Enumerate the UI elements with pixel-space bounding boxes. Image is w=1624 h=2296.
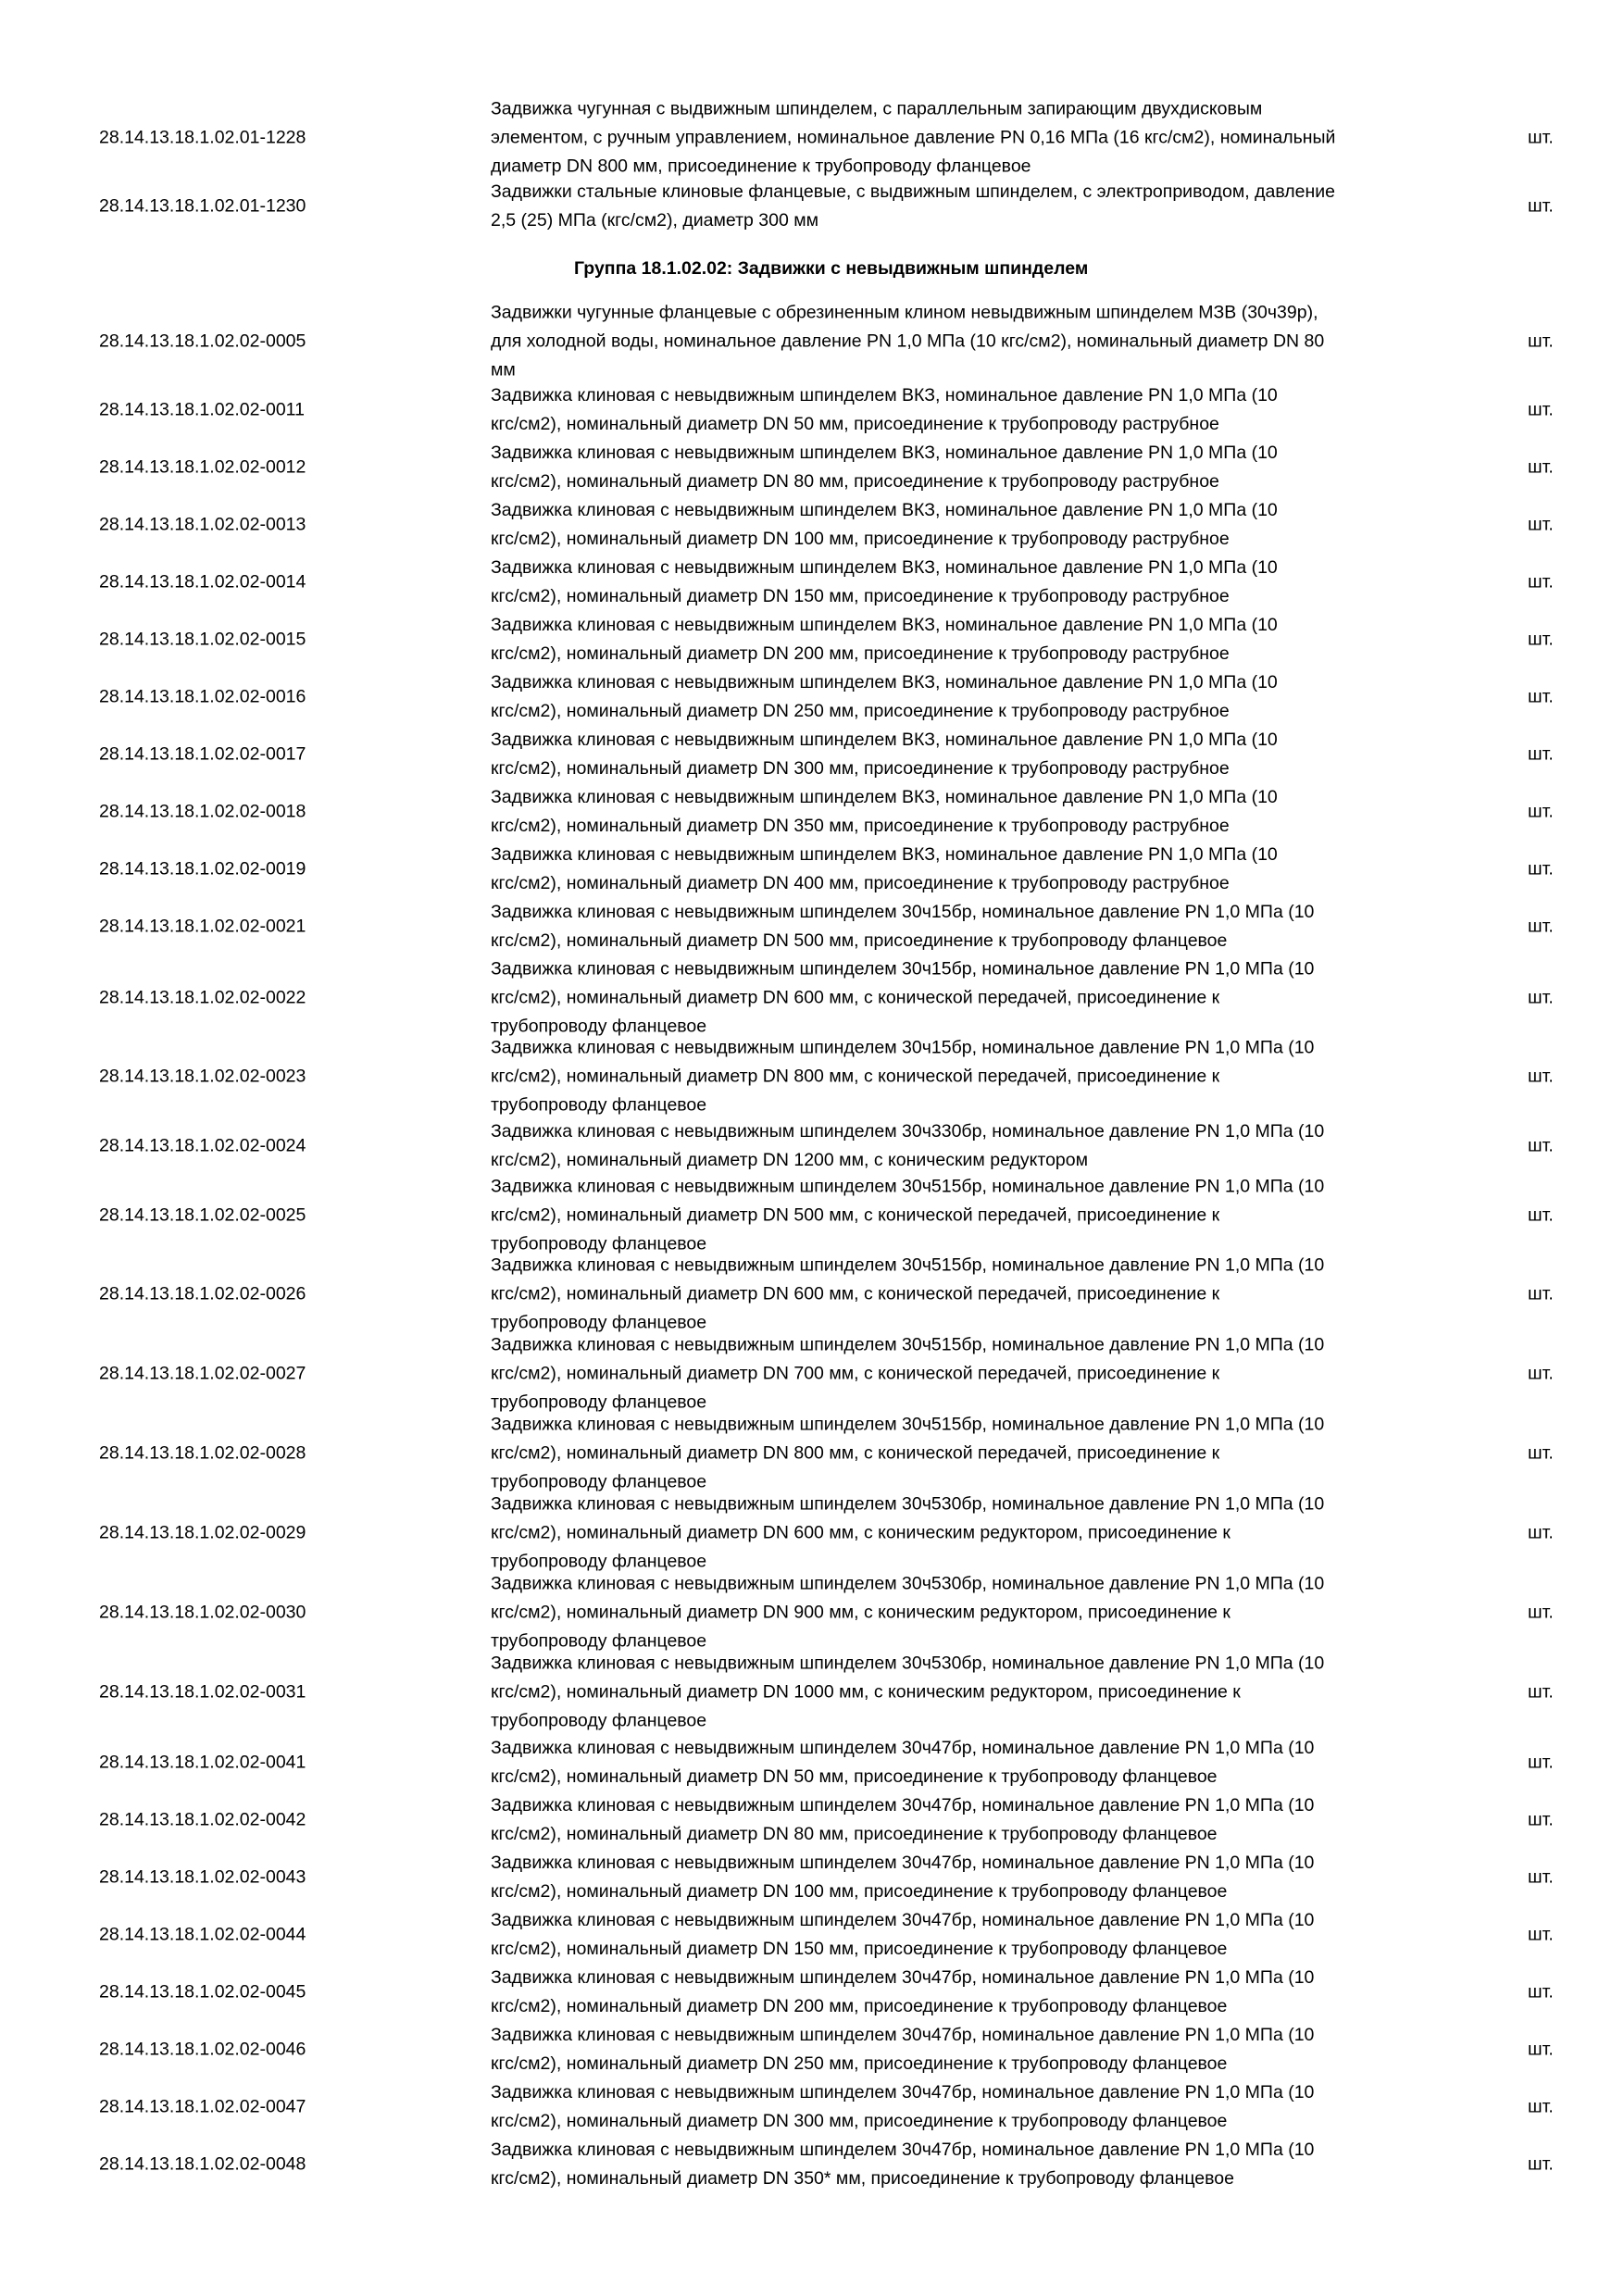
item-description [491, 898, 1472, 955]
description-line: кгс/см2), номинальный диаметр DN 80 мм, присоединение к трубопроводу фланцевое [491, 1824, 1218, 1844]
item-description [491, 1570, 1472, 1656]
table-row [0, 162, 1624, 251]
description-line: Задвижка клиновая с невыдвижным шпинделем 30ч530бр, номинальное давление PN 1,0 МПа (10 [491, 1573, 1325, 1594]
item-unit: шт. [1528, 127, 1554, 148]
item-code: 28.14.13.18.1.02.02-0026 [99, 1283, 306, 1304]
table-row [0, 1329, 1624, 1418]
item-unit: шт. [1528, 1752, 1554, 1773]
item-unit: шт. [1528, 1602, 1554, 1623]
item-code: 28.14.13.18.1.02.02-0047 [99, 2096, 306, 2117]
description-line: кгс/см2), номинальный диаметр DN 800 мм, с конической передачей, присоединение к [491, 1442, 1220, 1464]
description-line: Задвижки чугунные фланцевые с обрезиненным клином невыдвижным шпинделем МЗВ (30ч39р), [491, 302, 1318, 323]
item-code: 28.14.13.18.1.02.02-0021 [99, 916, 306, 937]
description-line: Задвижка клиновая с невыдвижным шпинделем 30ч530бр, номинальное давление PN 1,0 МПа (10 [491, 1493, 1325, 1515]
item-code: 28.14.13.18.1.02.02-0025 [99, 1204, 306, 1226]
item-description [491, 955, 1472, 1042]
description-line: кгс/см2), номинальный диаметр DN 300 мм, присоединение к трубопроводу фланцевое [491, 2111, 1228, 2131]
item-code: 28.14.13.18.1.02.02-0017 [99, 743, 306, 765]
item-unit: шт. [1528, 456, 1554, 478]
description-line: элементом, с ручным управлением, номинальное давление PN 0,16 МПа (16 кгс/см2), номинальный [491, 127, 1336, 148]
item-unit: шт. [1528, 686, 1554, 707]
item-code: 28.14.13.18.1.02.02-0011 [99, 399, 305, 420]
description-line: для холодной воды, номинальное давление PN 1,0 МПа (10 кгс/см2), номинальный диаметр DN 80 [491, 331, 1325, 352]
description-line: диаметр DN 800 мм, присоединение к трубопроводу фланцевое [491, 156, 1031, 177]
description-line: Задвижка клиновая с невыдвижным шпинделем 30ч15бр, номинальное давление PN 1,0 МПа (10 [491, 958, 1315, 980]
item-code: 28.14.13.18.1.02.02-0023 [99, 1066, 306, 1087]
item-code: 28.14.13.18.1.02.02-0031 [99, 1681, 306, 1703]
description-line: Задвижка клиновая с невыдвижным шпинделем 30ч330бр, номинальное давление PN 1,0 МПа (10 [491, 1121, 1325, 1142]
description-line: Задвижка клиновая с невыдвижным шпинделем 30ч515бр, номинальное давление PN 1,0 МПа (10 [491, 1176, 1325, 1197]
item-code: 28.14.13.18.1.02.02-0042 [99, 1809, 306, 1830]
description-line: Задвижка клиновая с невыдвижным шпинделем ВКЗ, номинальное давление PN 1,0 МПа (10 [491, 844, 1278, 865]
description-line: кгс/см2), номинальный диаметр DN 80 мм, присоединение к трубопроводу раструбное [491, 471, 1219, 492]
description-line: кгс/см2), номинальный диаметр DN 250 мм, присоединение к трубопроводу раструбное [491, 701, 1230, 721]
item-description [491, 1411, 1472, 1497]
description-line: мм [491, 359, 516, 381]
table-row [0, 2120, 1624, 2209]
item-unit: шт. [1528, 1981, 1554, 2003]
item-code: 28.14.13.18.1.02.02-0027 [99, 1363, 306, 1384]
description-line: Задвижка клиновая с невыдвижным шпинделем 30ч47бр, номинальное давление PN 1,0 МПа (10 [491, 1853, 1315, 1873]
description-line: трубопроводу фланцевое [491, 1391, 707, 1413]
item-unit: шт. [1528, 2153, 1554, 2175]
item-unit: шт. [1528, 2039, 1554, 2060]
description-line: кгс/см2), номинальный диаметр DN 300 мм, присоединение к трубопроводу раструбное [491, 758, 1230, 779]
item-unit: шт. [1528, 1681, 1554, 1703]
description-line: кгс/см2), номинальный диаметр DN 600 мм, с конической передачей, присоединение к [491, 1283, 1220, 1304]
description-line: кгс/см2), номинальный диаметр DN 700 мм, с конической передачей, присоединение к [491, 1363, 1220, 1384]
table-row [0, 1250, 1624, 1339]
description-line: трубопроводу фланцевое [491, 1471, 707, 1492]
description-line: 2,5 (25) МПа (кгс/см2), диаметр 300 мм [491, 210, 819, 231]
description-line: трубопроводу фланцевое [491, 1016, 707, 1037]
item-unit: шт. [1528, 2096, 1554, 2117]
item-unit: шт. [1528, 1809, 1554, 1830]
description-line: трубопроводу фланцевое [491, 1630, 707, 1652]
description-line: Задвижка клиновая с невыдвижным шпинделем ВКЗ, номинальное давление PN 1,0 МПа (10 [491, 730, 1278, 750]
description-line: Задвижка клиновая с невыдвижным шпинделем 30ч47бр, номинальное давление PN 1,0 МПа (10 [491, 2025, 1315, 2045]
description-line: Задвижка клиновая с невыдвижным шпинделем 30ч47бр, номинальное давление PN 1,0 МПа (10 [491, 2140, 1315, 2160]
table-row [0, 1489, 1624, 1578]
description-line: трубопроводу фланцевое [491, 1312, 707, 1333]
description-line: кгс/см2), номинальный диаметр DN 50 мм, присоединение к трубопроводу фланцевое [491, 1766, 1218, 1787]
description-line: Задвижка клиновая с невыдвижным шпинделем ВКЗ, номинальное давление PN 1,0 МПа (10 [491, 443, 1278, 463]
description-line: Задвижка клиновая с невыдвижным шпинделем 30ч47бр, номинальное давление PN 1,0 МПа (10 [491, 2082, 1315, 2103]
item-code: 28.14.13.18.1.02.02-0043 [99, 1866, 306, 1888]
item-code: 28.14.13.18.1.02.02-0016 [99, 686, 306, 707]
description-line: кгс/см2), номинальный диаметр DN 350 мм, присоединение к трубопроводу раструбное [491, 816, 1230, 836]
item-code: 28.14.13.18.1.02.02-0046 [99, 2039, 306, 2060]
description-line: кгс/см2), номинальный диаметр DN 250 мм, присоединение к трубопроводу фланцевое [491, 2053, 1228, 2074]
description-line: Задвижка клиновая с невыдвижным шпинделем ВКЗ, номинальное давление PN 1,0 МПа (10 [491, 557, 1278, 578]
item-unit: шт. [1528, 1522, 1554, 1543]
description-line: Задвижки стальные клиновые фланцевые, с выдвижным шпинделем, с электроприводом, давление [491, 181, 1335, 202]
item-code: 28.14.13.18.1.02.02-0028 [99, 1442, 306, 1464]
description-line: Задвижка клиновая с невыдвижным шпинделем ВКЗ, номинальное давление PN 1,0 МПа (10 [491, 787, 1278, 807]
description-line: Задвижка клиновая с невыдвижным шпинделем 30ч15бр, номинальное давление PN 1,0 МПа (10 [491, 902, 1315, 922]
description-line: кгс/см2), номинальный диаметр DN 500 мм, с конической передачей, присоединение к [491, 1204, 1220, 1226]
table-row [0, 1409, 1624, 1498]
group-title: Группа 18.1.02.02: Задвижки с невыдвижным шпинделем [574, 258, 1089, 279]
description-line: кгс/см2), номинальный диаметр DN 1200 мм, с коническим редуктором [491, 1150, 1089, 1170]
description-line: кгс/см2), номинальный диаметр DN 150 мм, присоединение к трубопроводу раструбное [491, 586, 1230, 606]
description-line: кгс/см2), номинальный диаметр DN 350* мм, присоединение к трубопроводу фланцевое [491, 2168, 1234, 2189]
item-unit: шт. [1528, 1363, 1554, 1384]
item-description [491, 1117, 1472, 1175]
table-row [0, 954, 1624, 1042]
description-line: Задвижка клиновая с невыдвижным шпинделем 30ч15бр, номинальное давление PN 1,0 МПа (10 [491, 1037, 1315, 1058]
item-code: 28.14.13.18.1.02.02-0012 [99, 456, 306, 478]
item-description [491, 2136, 1472, 2193]
item-code: 28.14.13.18.1.02.02-0030 [99, 1602, 306, 1623]
description-line: трубопроводу фланцевое [491, 1710, 707, 1731]
item-description [491, 1173, 1472, 1259]
description-line: кгс/см2), номинальный диаметр DN 400 мм, присоединение к трубопроводу раструбное [491, 873, 1230, 893]
description-line: кгс/см2), номинальный диаметр DN 200 мм, присоединение к трубопроводу фланцевое [491, 1996, 1228, 2016]
item-code: 28.14.13.18.1.02.02-0041 [99, 1752, 306, 1773]
item-unit: шт. [1528, 801, 1554, 822]
item-code: 28.14.13.18.1.02.02-0029 [99, 1522, 306, 1543]
item-code: 28.14.13.18.1.02.02-0013 [99, 514, 306, 535]
description-line: кгс/см2), номинальный диаметр DN 600 мм, с конической передачей, присоединение к [491, 987, 1220, 1008]
item-unit: шт. [1528, 743, 1554, 765]
description-line: Задвижка клиновая с невыдвижным шпинделем 30ч515бр, номинальное давление PN 1,0 МПа (10 [491, 1414, 1325, 1435]
description-line: кгс/см2), номинальный диаметр DN 100 мм, присоединение к трубопроводу раструбное [491, 529, 1230, 549]
description-line: кгс/см2), номинальный диаметр DN 50 мм, присоединение к трубопроводу раструбное [491, 414, 1219, 434]
description-line: Задвижка клиновая с невыдвижным шпинделем 30ч47бр, номинальное давление PN 1,0 МПа (10 [491, 1738, 1315, 1758]
description-line: кгс/см2), номинальный диаметр DN 800 мм, с конической передачей, присоединение к [491, 1066, 1220, 1087]
item-code: 28.14.13.18.1.02.02-0044 [99, 1924, 306, 1945]
item-unit: шт. [1528, 858, 1554, 880]
item-unit: шт. [1528, 1442, 1554, 1464]
item-unit: шт. [1528, 1283, 1554, 1304]
description-line: кгс/см2), номинальный диаметр DN 100 мм, присоединение к трубопроводу фланцевое [491, 1881, 1228, 1902]
description-line: Задвижка клиновая с невыдвижным шпинделем 30ч530бр, номинальное давление PN 1,0 МПа (10 [491, 1653, 1325, 1674]
item-unit: шт. [1528, 331, 1554, 352]
description-line: кгс/см2), номинальный диаметр DN 200 мм, присоединение к трубопроводу раструбное [491, 643, 1230, 664]
description-line: Задвижка клиновая с невыдвижным шпинделем ВКЗ, номинальное давление PN 1,0 МПа (10 [491, 500, 1278, 520]
item-unit: шт. [1528, 987, 1554, 1008]
item-unit: шт. [1528, 1924, 1554, 1945]
description-line: кгс/см2), номинальный диаметр DN 600 мм, с коническим редуктором, присоединение к [491, 1522, 1230, 1543]
item-code: 28.14.13.18.1.02.02-0022 [99, 987, 306, 1008]
item-description [491, 1331, 1472, 1417]
table-row [0, 1171, 1624, 1260]
item-unit: шт. [1528, 1066, 1554, 1087]
description-line: Задвижка клиновая с невыдвижным шпинделем 30ч515бр, номинальное давление PN 1,0 МПа (10 [491, 1334, 1325, 1355]
item-unit: шт. [1528, 916, 1554, 937]
item-unit: шт. [1528, 1135, 1554, 1156]
item-code: 28.14.13.18.1.02.02-0005 [99, 331, 306, 352]
description-line: Задвижка клиновая с невыдвижным шпинделем 30ч515бр, номинальное давление PN 1,0 МПа (10 [491, 1254, 1325, 1276]
item-code: 28.14.13.18.1.02.02-0014 [99, 571, 306, 593]
item-unit: шт. [1528, 514, 1554, 535]
description-line: кгс/см2), номинальный диаметр DN 500 мм, присоединение к трубопроводу фланцевое [491, 930, 1228, 951]
description-line: Задвижка клиновая с невыдвижным шпинделем 30ч47бр, номинальное давление PN 1,0 МПа (10 [491, 1795, 1315, 1816]
description-line: кгс/см2), номинальный диаметр DN 900 мм, с коническим редуктором, присоединение к [491, 1602, 1230, 1623]
item-description [491, 1252, 1472, 1338]
description-line: Задвижка клиновая с невыдвижным шпинделем ВКЗ, номинальное давление PN 1,0 МПа (10 [491, 672, 1278, 693]
item-unit: шт. [1528, 1204, 1554, 1226]
description-line: Задвижка клиновая с невыдвижным шпинделем 30ч47бр, номинальное давление PN 1,0 МПа (10 [491, 1910, 1315, 1930]
item-code: 28.14.13.18.1.02.02-0024 [99, 1135, 306, 1156]
item-code: 28.14.13.18.1.02.02-0045 [99, 1981, 306, 2003]
description-line: трубопроводу фланцевое [491, 1551, 707, 1572]
item-unit: шт. [1528, 1866, 1554, 1888]
item-unit: шт. [1528, 571, 1554, 593]
item-code: 28.14.13.18.1.02.01-1230 [99, 195, 306, 217]
item-description [491, 178, 1472, 235]
table-row [0, 1568, 1624, 1657]
item-code: 28.14.13.18.1.02.02-0015 [99, 629, 306, 650]
description-line: трубопроводу фланцевое [491, 1094, 707, 1116]
item-unit: шт. [1528, 629, 1554, 650]
description-line: кгс/см2), номинальный диаметр DN 150 мм, присоединение к трубопроводу фланцевое [491, 1939, 1228, 1959]
description-line: Задвижка клиновая с невыдвижным шпинделем 30ч47бр, номинальное давление PN 1,0 МПа (10 [491, 1967, 1315, 1988]
item-code: 28.14.13.18.1.02.01-1228 [99, 127, 306, 148]
item-code: 28.14.13.18.1.02.02-0018 [99, 801, 306, 822]
description-line: Задвижка клиновая с невыдвижным шпинделем ВКЗ, номинальное давление PN 1,0 МПа (10 [491, 385, 1278, 406]
item-unit: шт. [1528, 399, 1554, 420]
item-code: 28.14.13.18.1.02.02-0019 [99, 858, 306, 880]
item-code: 28.14.13.18.1.02.02-0048 [99, 2153, 306, 2175]
item-unit: шт. [1528, 195, 1554, 217]
description-line: кгс/см2), номинальный диаметр DN 1000 мм, с коническим редуктором, присоединение к [491, 1681, 1241, 1703]
description-line: Задвижка чугунная с выдвижным шпинделем, с параллельным запирающим двухдисковым [491, 98, 1263, 119]
description-line: Задвижка клиновая с невыдвижным шпинделем ВКЗ, номинальное давление PN 1,0 МПа (10 [491, 615, 1278, 635]
item-description [491, 1491, 1472, 1577]
description-line: трубопроводу фланцевое [491, 1233, 707, 1254]
